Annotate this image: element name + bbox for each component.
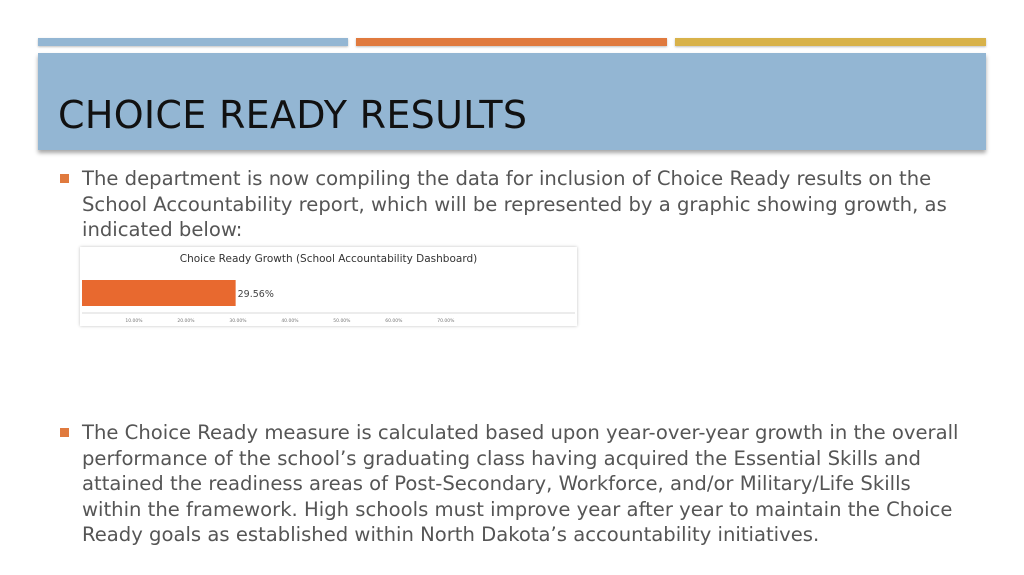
accent-bar-gold [675, 38, 986, 46]
title-band [38, 53, 986, 150]
x-tick-label: 10.00% [125, 319, 143, 324]
x-tick-label: 50.00% [333, 319, 351, 324]
x-tick-label: 20.00% [177, 319, 195, 324]
square-bullet-icon [60, 428, 69, 437]
chart-plot-area [80, 247, 577, 326]
square-bullet-icon [60, 174, 69, 183]
x-tick-label: 30.00% [229, 319, 247, 324]
x-tick-label: 40.00% [281, 319, 299, 324]
x-tick-label: 70.00% [437, 319, 455, 324]
choice-ready-chart [80, 247, 577, 326]
accent-bar-blue [38, 38, 348, 46]
bar-data-label: 29.56% [237, 289, 274, 300]
x-tick-label: 60.00% [385, 319, 403, 324]
slide-title: CHOICE READY RESULTS [58, 93, 528, 137]
bullet-text: The department is now compiling the data for inclusion of Choice Ready results on the School Accountability report, which will be represented by a graphic showing growth, as indicated below: [82, 167, 947, 241]
bullet-text: The Choice Ready measure is calculated based upon year-over-year growth in the overall performance of the school’s graduating class having acquired the Essential Skills and attained the readiness areas of Post-Secondary, Workforce, and/or Military/Life Skills within the framework. High schools must improve year after year to maintain the Choice Ready goals as established within North Dakota’s accountability initiatives. [82, 421, 959, 546]
bar-0 [82, 280, 236, 306]
chart-title: Choice Ready Growth (School Accountability Dashboard) [179, 253, 478, 265]
accent-bar-orange [356, 38, 667, 46]
